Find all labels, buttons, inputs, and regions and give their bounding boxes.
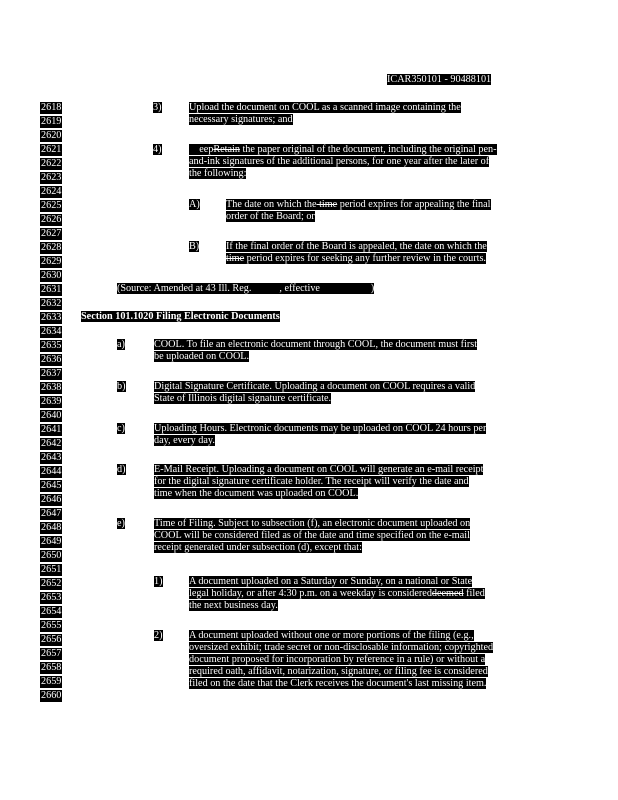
subsection-e1-text-line: A document uploaded on a Saturday or Sunday, on a national or State <box>189 576 473 587</box>
line-number: 2659 <box>41 676 62 687</box>
subsection-e2-text-line: required oath, affidavit, notarization, signature, or filing fee is considered <box>189 666 488 677</box>
line-number: 2653 <box>41 592 62 603</box>
subsection-b-text-line: Digital Signature Certificate. Uploading a document on COOL requires a valid <box>154 381 476 392</box>
line-number: 2629 <box>41 256 62 267</box>
item-3-text-line: necessary signatures; and <box>189 114 293 125</box>
subsection-d-text-line: for the digital signature certificate holder. The receipt will verify the date and <box>154 476 469 487</box>
line-number: 2621 <box>41 144 62 155</box>
subsection-c-label: c) <box>117 423 125 434</box>
line-number: 2651 <box>41 564 62 575</box>
subsection-a-text-line: COOL. To file an electronic document through COOL, the document must first <box>154 339 478 350</box>
subsection-c-text-line: day, every day. <box>154 435 215 446</box>
line-number: 2655 <box>41 620 62 631</box>
line-number: 2642 <box>41 438 62 449</box>
line-number: 2635 <box>41 340 62 351</box>
line-number: 2648 <box>41 522 62 533</box>
line-number: 2650 <box>41 550 62 561</box>
item-4-text-line: the following: <box>189 168 247 179</box>
item-3-text-line: Upload the document on COOL as a scanned image containing the <box>189 102 461 113</box>
item-4-text-line: and-ink signatures of the additional persons, for one year after the later of <box>189 156 490 167</box>
subsection-e-text-line: Time of Filing. Subject to subsection (f), an electronic document uploaded on <box>154 518 471 529</box>
line-number: 2623 <box>41 172 62 183</box>
subsection-d-label: d) <box>117 464 126 475</box>
subsection-e1-text-line: legal holiday, or after 4:30 p.m. on a weekday is considereddeemed filed <box>189 588 485 599</box>
line-number: 2645 <box>41 480 62 491</box>
line-number: 2638 <box>41 382 62 393</box>
subsection-e-label: e) <box>117 518 125 529</box>
line-number: 2624 <box>41 186 62 197</box>
line-number: 2631 <box>41 284 62 295</box>
line-number: 2634 <box>41 326 62 337</box>
line-number: 2643 <box>41 452 62 463</box>
line-number: 2632 <box>41 298 62 309</box>
line-number: 2652 <box>41 578 62 589</box>
subsection-e-text-line: COOL will be considered filed as of the date and time specified on the e-mail <box>154 530 470 541</box>
line-number: 2656 <box>41 634 62 645</box>
line-number: 2633 <box>41 312 62 323</box>
line-number: 2618 <box>41 102 62 113</box>
item-3-label: 3) <box>153 102 162 113</box>
subsection-c-text-line: Uploading Hours. Electronic documents may be uploaded on COOL 24 hours per <box>154 423 487 434</box>
line-number: 2622 <box>41 158 62 169</box>
subsection-d-text-line: E-Mail Receipt. Uploading a document on COOL will generate an e-mail receipt <box>154 464 484 475</box>
line-number: 2649 <box>41 536 62 547</box>
subsection-b-text-line: State of Illinois digital signature certificate. <box>154 393 332 404</box>
line-number: 2619 <box>41 116 62 127</box>
subsection-d-text-line: time when the document was uploaded on COOL. <box>154 488 359 499</box>
item-4-label: 4) <box>153 144 162 155</box>
line-number: 2620 <box>41 130 62 141</box>
subsection-b-label: b) <box>117 381 126 392</box>
subsection-e1-text-line: the next business day. <box>189 600 278 611</box>
item-B-text-line: time period expires for seeking any further review in the courts. <box>226 253 486 264</box>
item-A-label: A) <box>189 199 200 210</box>
item-B-label: B) <box>189 241 200 252</box>
line-number: 2627 <box>41 228 62 239</box>
line-number: 2654 <box>41 606 62 617</box>
subsection-a-text-line: be uploaded on COOL. <box>154 351 250 362</box>
subsection-e2-text-line: oversized exhibit; trade secret or non-disclosable information; copyrighted <box>189 642 494 653</box>
subsection-a-label: a) <box>117 339 125 350</box>
section-title: Section 101.1020 Filing Electronic Documents <box>81 311 280 322</box>
item-4-text-line: eepRetain the paper original of the document, including the original pen- <box>189 144 497 156</box>
line-number: 2647 <box>41 508 62 519</box>
item-A-text-line: The date on which the time period expires for appealing the final <box>226 199 491 210</box>
line-number: 2658 <box>41 662 62 673</box>
subsection-e2-text-line: A document uploaded without one or more portions of the filing (e.g., <box>189 630 474 641</box>
line-number: 2644 <box>41 466 62 477</box>
source-note: (Source: Amended at 43 Ill. Reg. , effective ) <box>117 283 375 294</box>
line-number: 2636 <box>41 354 62 365</box>
line-number: 2637 <box>41 368 62 379</box>
line-number: 2639 <box>41 396 62 407</box>
line-number: 2630 <box>41 270 62 281</box>
subsection-e2-text-line: document proposed for incorporation by reference in a rule) or without a <box>189 654 486 665</box>
line-number: 2660 <box>41 690 62 701</box>
line-number: 2626 <box>41 214 62 225</box>
subsection-e1-label: 1) <box>154 576 163 587</box>
item-B-text-line: If the final order of the Board is appealed, the date on which the <box>226 241 487 252</box>
subsection-e2-text-line: filed on the date that the Clerk receives the document's last missing item. <box>189 678 487 689</box>
line-number: 2628 <box>41 242 62 253</box>
line-number: 2646 <box>41 494 62 505</box>
item-A-text-line: order of the Board; or <box>226 211 315 222</box>
document-code: ICAR350101 - 90488101 <box>387 74 492 85</box>
line-number: 2625 <box>41 200 62 211</box>
subsection-e-text-line: receipt generated under subsection (d), except that: <box>154 542 362 553</box>
subsection-e2-label: 2) <box>154 630 163 641</box>
line-number: 2640 <box>41 410 62 421</box>
line-number: 2657 <box>41 648 62 659</box>
line-number: 2641 <box>41 424 62 435</box>
